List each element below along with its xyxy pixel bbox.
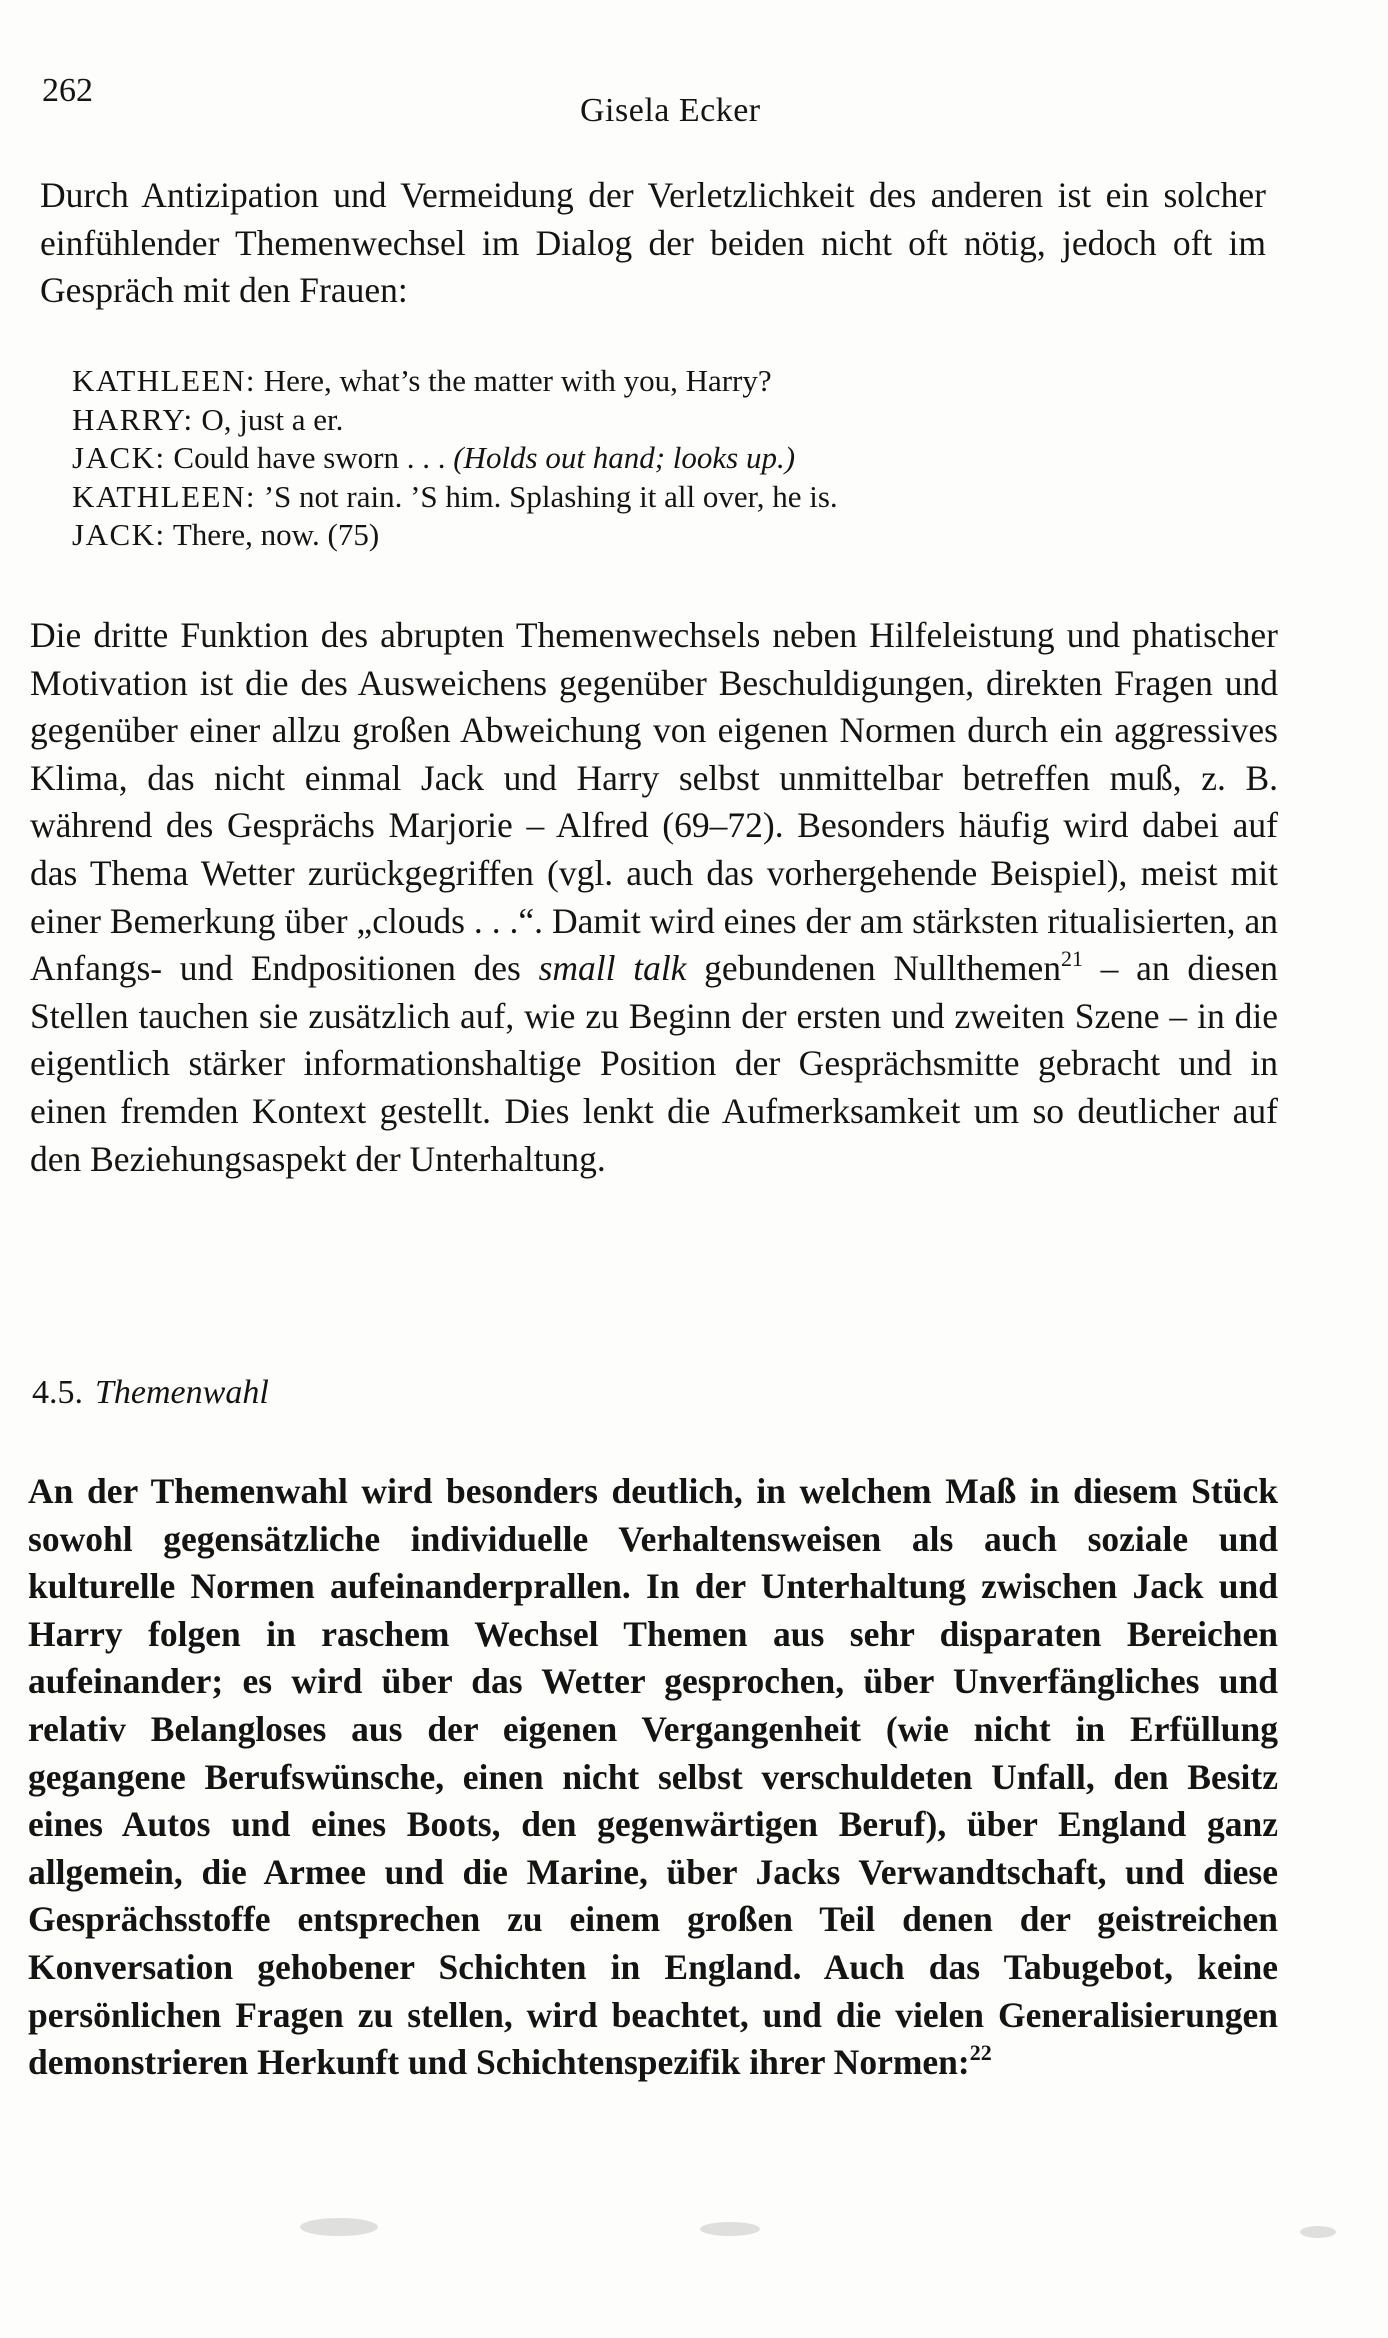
dialogue-quote: [72, 362, 1172, 555]
italic-term: small talk: [538, 948, 687, 989]
dialogue-speaker: JACK :: [72, 440, 166, 475]
dialogue-line: [72, 401, 1172, 440]
dialogue-speaker: HARRY :: [72, 402, 194, 437]
section-title: Themenwahl: [95, 1374, 269, 1411]
footnote-marker: 22: [969, 2040, 992, 2066]
scan-smudge: [700, 2222, 760, 2236]
paragraph-intro: Durch Antizipation und Vermeidung der Verletzlichkeit des anderen ist ein solcher einfühlender Themenwechsel im Dialog der beiden nicht oft nötig, jedoch oft im Gespräch mit den Frauen:: [40, 175, 1266, 311]
footnote-marker: 21: [1060, 946, 1083, 972]
paragraph-third-function: [30, 612, 1278, 1183]
section-number: 4.5.: [32, 1374, 83, 1411]
dialogue-speech: Could have sworn . . .: [173, 440, 446, 475]
paragraph-text: gebundenen Nullthemen: [704, 948, 1061, 989]
dialogue-line: [72, 516, 1172, 555]
dialogue-line: [72, 478, 1172, 517]
dialogue-speech: There, now. (75): [172, 517, 380, 552]
dialogue-line: [72, 439, 1172, 478]
dialogue-line: [72, 362, 1172, 401]
paragraph-text: An der Themenwahl wird besonders deutlich, in welchem Maß in diesem Stück sowohl gegensätzliche individuelle Verhaltensweisen als auch soziale und kulturelle Normen aufeinanderprallen. In der Unterhaltung zwischen Jack und Harry folgen in raschem Wechsel Themen aus sehr disparaten Bereichen aufeinander; es wird über das Wetter gesprochen, über Unverfängliches und relativ Belangloses aus der eigenen Vergangenheit (wie nicht in Erfüllung gegangene Berufswünsche, einen nicht selbst verschuldeten Unfall, den Besitz eines Autos und eines Boots, den gegenwärtigen Beruf), über England ganz allgemein, die Armee und die Marine, über Jacks Verwandtschaft, und diese Gesprächsstoffe entsprechen zu einem großen Teil denen der geistreichen Konversation gehobener Schichten in England. Auch das Tabugebot, keine persönlichen Fragen zu stellen, wird beachtet, und die vielen Generalisierungen demonstrieren Herkunft und Schichtenspezifik ihrer Normen:: [28, 1471, 1278, 2083]
scan-smudge: [300, 2218, 378, 2236]
paragraph-themenwahl: [28, 1468, 1278, 2087]
dialogue-speaker: JACK :: [72, 517, 166, 552]
section-heading: [32, 1374, 269, 1412]
paragraph-text: Die dritte Funktion des abrupten Themenwechsels neben Hilfeleistung und phatischer Motivation ist die des Ausweichens gegenüber Beschuldigungen, direkten Fragen und gegenüber einer allzu großen Abweichung von eigenen Normen durch ein aggressives Klima, das nicht einmal Jack und Harry selbst unmittelbar betreffen muß, z. B. während des Gesprächs Marjorie – Alfred (69–72). Besonders häufig wird dabei auf das Thema Wetter zurückgegriffen (vgl. auch das vorhergehende Beispiel), meist mit einer Bemerkung über „clouds . . .“. Damit wird eines der am stärksten ritualisierten, an Anfangs- und Endpositionen des: [30, 615, 1278, 989]
stage-direction: (Holds out hand; looks up.): [453, 440, 796, 475]
dialogue-speech: ’S not rain. ’S him. Splashing it all over, he is.: [263, 478, 838, 514]
dialogue-speaker: KATHLEEN :: [72, 363, 256, 398]
dialogue-speech: O, just a er.: [201, 401, 344, 437]
running-head-author: Gisela Ecker: [580, 92, 761, 129]
dialogue-speech: Here, what’s the matter with you, Harry?: [263, 363, 772, 398]
page-header: [40, 72, 1348, 132]
dialogue-speaker: KATHLEEN :: [72, 479, 256, 514]
paragraph-text: – an diesen Stellen tauchen sie zusätzlich auf, wie zu Beginn der ersten und zweiten Szene – in die eigentlich stärker informationshaltige Position der Gesprächsmitte gebracht und in einen fremden Kontext gestellt. Dies lenkt die Aufmerksamkeit um so deutlicher auf den Beziehungsaspekt der Unterhaltung.: [30, 948, 1279, 1179]
page-number: 262: [42, 72, 93, 109]
scan-smudge: [1300, 2226, 1336, 2238]
